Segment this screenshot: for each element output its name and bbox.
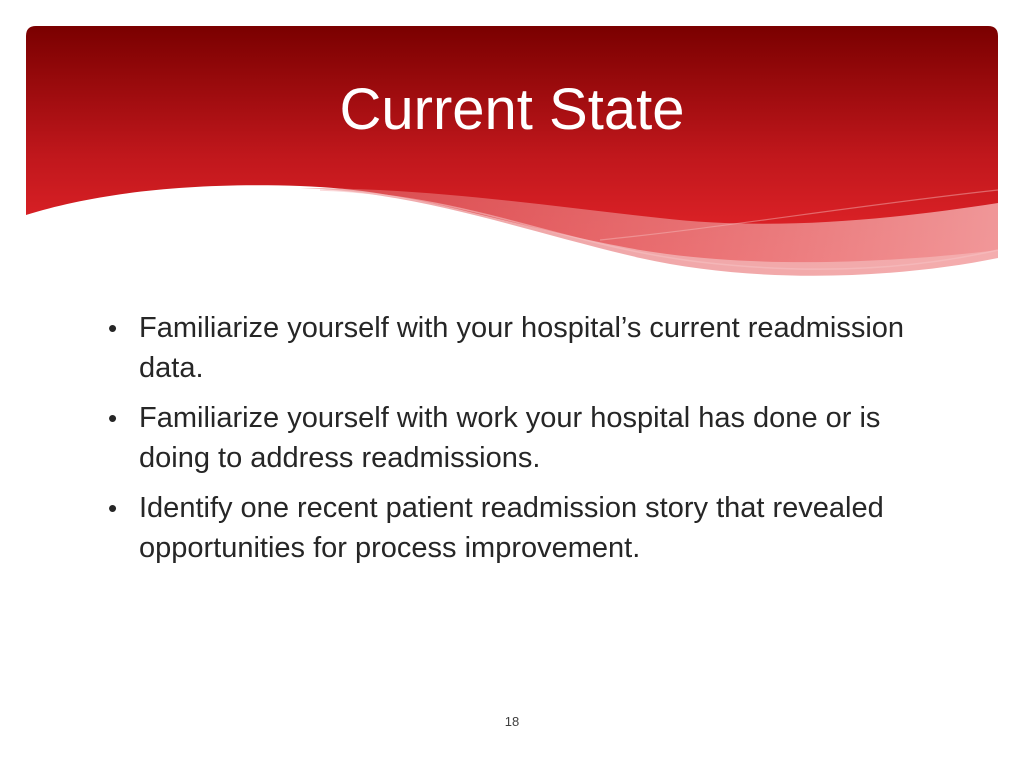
- bullet-text: Identify one recent patient readmission story that revealed opportunities for process improvement.: [139, 492, 884, 564]
- page-number: 18: [504, 714, 520, 729]
- bullet-icon: •: [108, 403, 118, 433]
- slide-title: Current State: [339, 77, 685, 142]
- list-item: [108, 308, 908, 388]
- bullet-list: [108, 308, 908, 578]
- bullet-text: Familiarize yourself with work your hospital has done or is doing to address readmissions.: [139, 402, 881, 474]
- bullet-icon: •: [108, 313, 118, 343]
- list-item: [108, 398, 908, 478]
- bullet-text: Familiarize yourself with your hospital’s current readmission data.: [139, 312, 905, 384]
- bullet-icon: •: [108, 493, 118, 523]
- list-item: [108, 488, 908, 568]
